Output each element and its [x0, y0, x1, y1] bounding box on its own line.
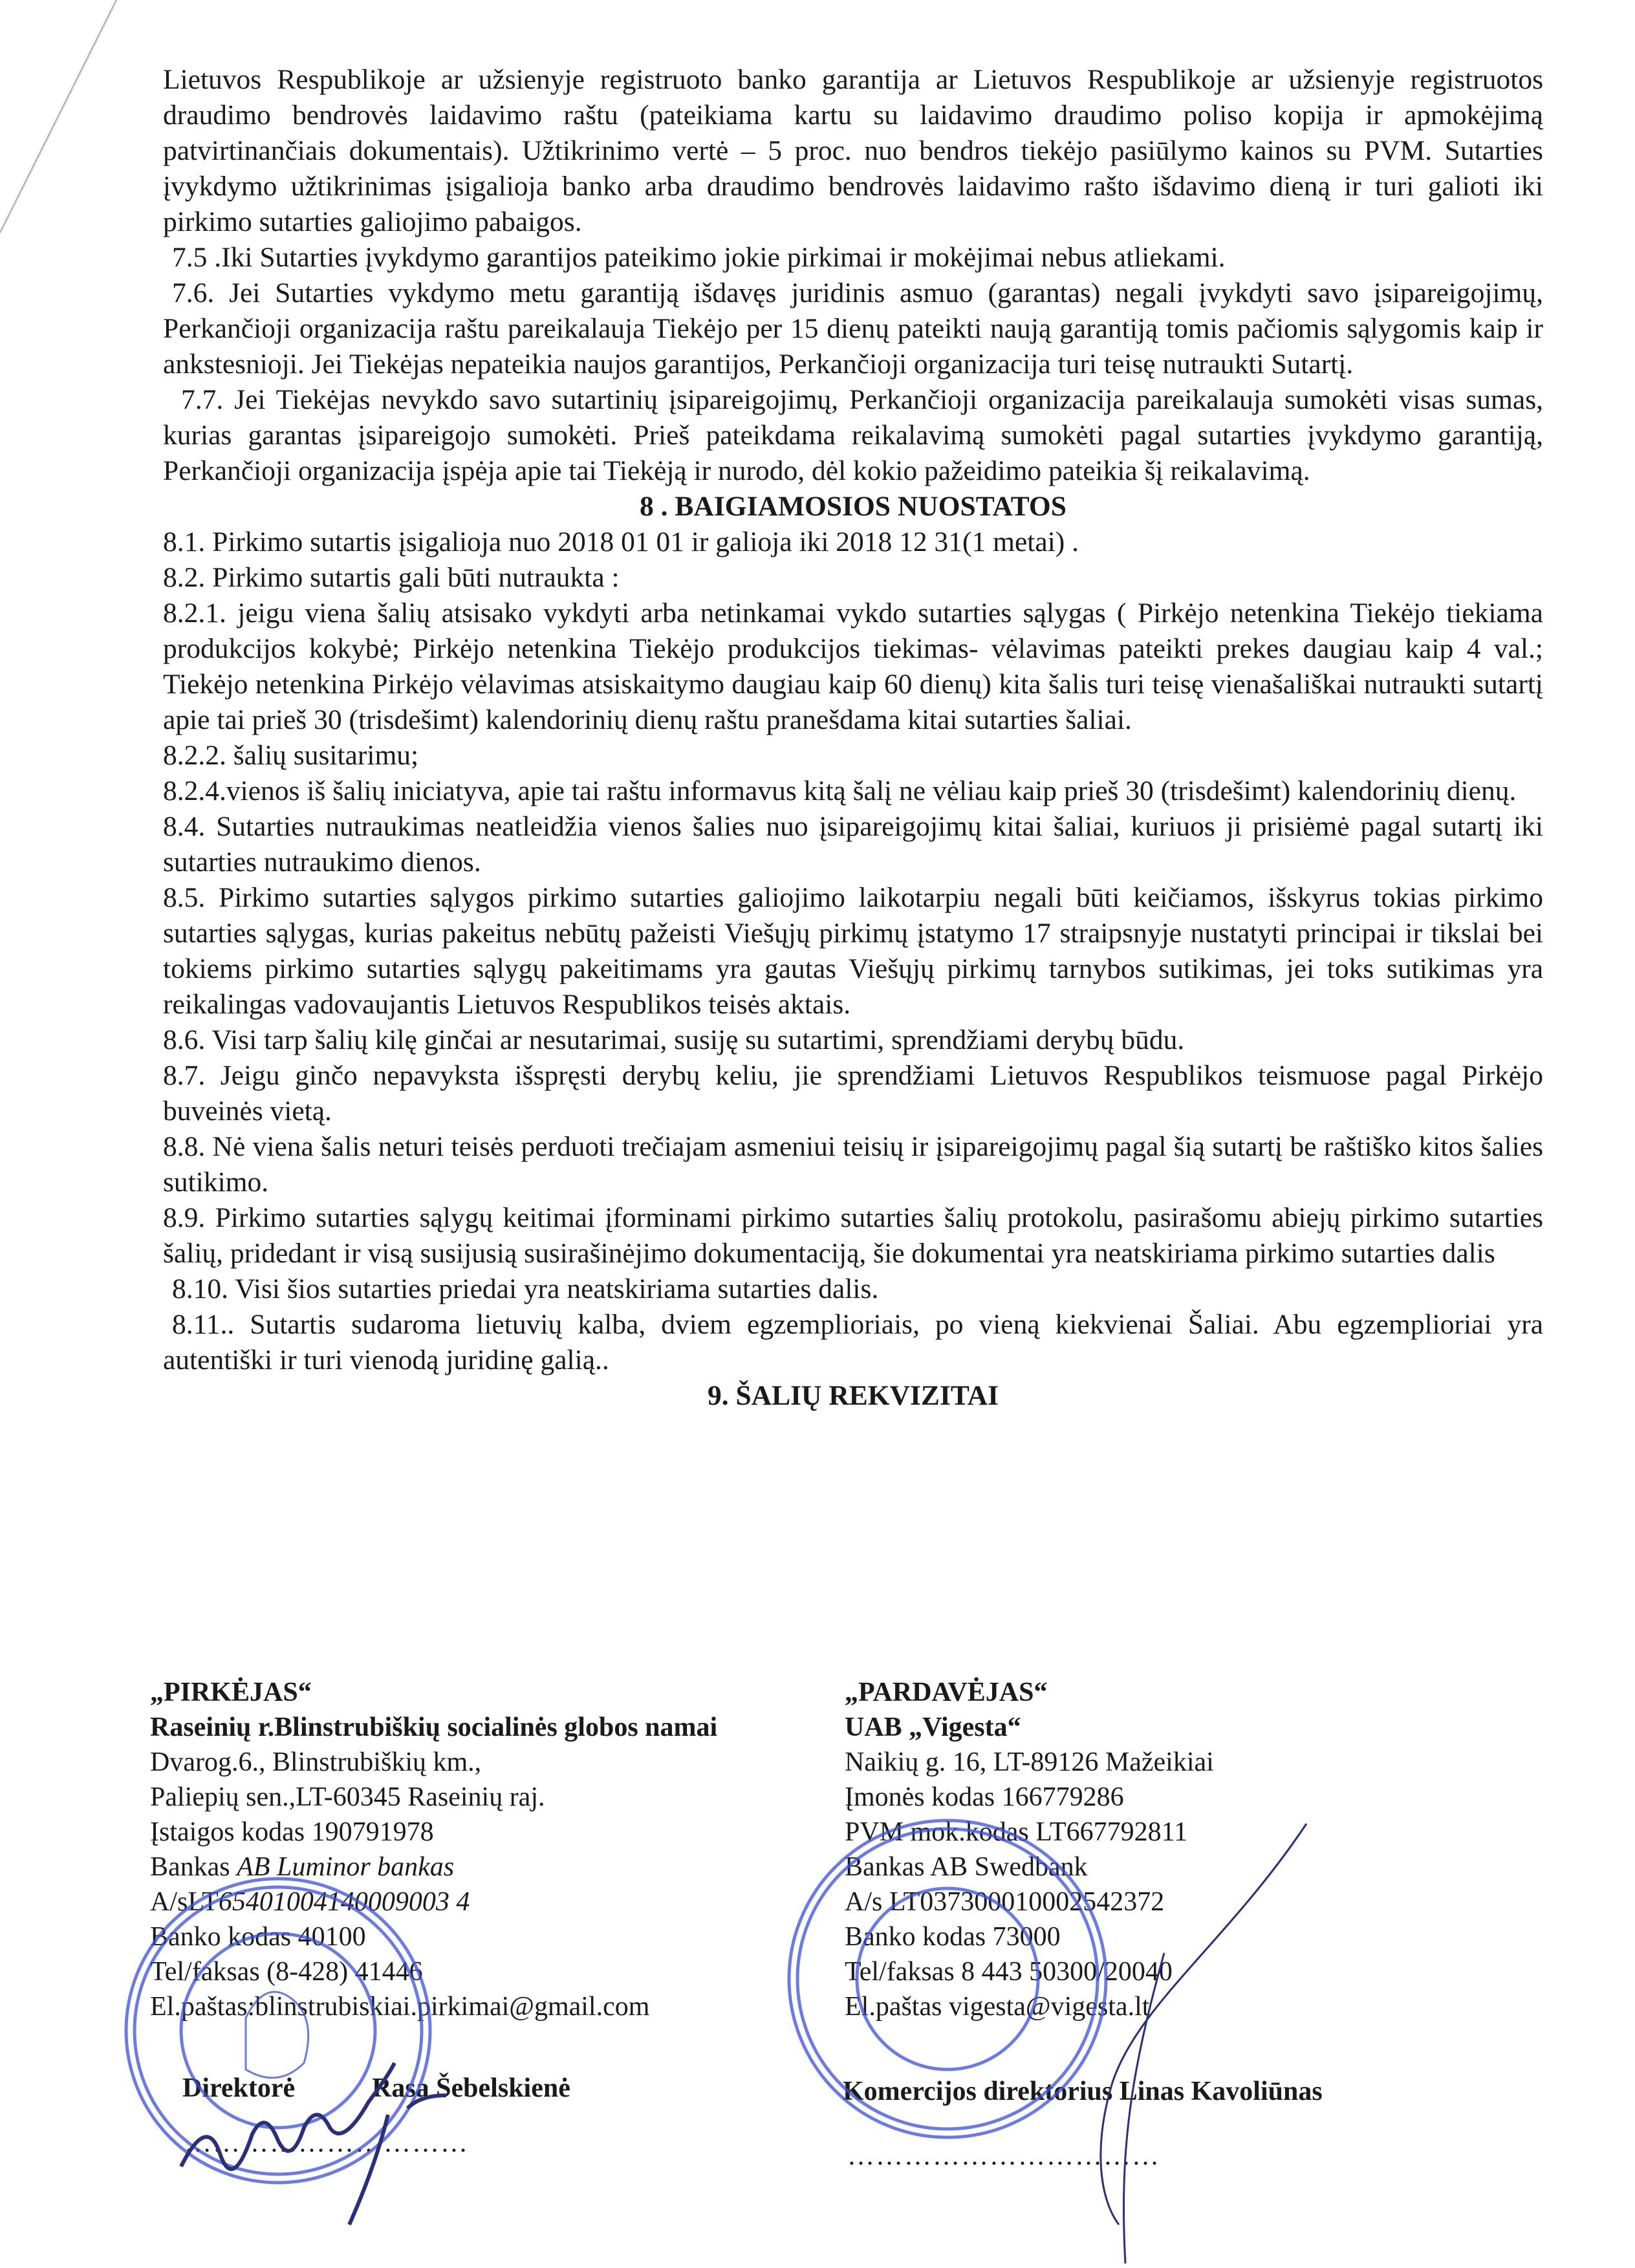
seller-account: A/s LT037300010002542372	[845, 1887, 1165, 1917]
buyer-signer-title: Direktorė	[182, 2073, 296, 2103]
seller-signature	[1035, 1811, 1326, 2263]
paragraph-8-2-1: 8.2.1. jeigu viena šalių atsisako vykdyti arba netinkamai vykdo sutarties sąlygas ( Pirkėjo netenkina Tiekėjo tiekiama produkcijos kokybė; Pirkėjo netenkina Tiekėjo produkcijos tiekimas- vėlavimas pateikti prekes daugiau kaip 4 val.; Tiekėjo netenkina Pirkėjo vėlavimas atsiskaitymo daugiau kaip 60 dienų) kita šalis turi teisę vienašališkai nutraukti sutartį apie tai prieš 30 (trisdešimt) kalendorinių dienų raštu pranešdama kitai sutarties šaliai.	[163, 598, 1543, 735]
paragraph-8-1: 8.1. Pirkimo sutartis įsigalioja nuo 2018 01 01 ir galioja iki 2018 12 31(1 metai) .	[163, 526, 1079, 557]
paragraph-8-2-2: 8.2.2. šalių susitarimu;	[163, 740, 419, 771]
paragraph-8-6: 8.6. Visi tarp šalių kilę ginčai ar nesutarimai, susiję su sutartimi, sprendžiami derybų būdu.	[163, 1024, 1185, 1055]
paragraph-8-8: 8.8. Nė viena šalis neturi teisės perduoti trečiajam asmeniui teisių ir įsipareigojimų pagal šią sutartį be raštiško kitos šalies sutikimo.	[163, 1131, 1543, 1198]
paragraph-8-11: 8.11.. Sutartis sudaroma lietuvių kalba, dviem egzemplioriais, po vieną kiekvienai Šaliai. Abu egzemplioriai yra autentiški ir turi vienodą juridinę galią..	[163, 1309, 1543, 1376]
paragraph-8-10: 8.10. Visi šios sutarties priedai yra neatskiriama sutarties dalis.	[172, 1273, 879, 1304]
buyer-address-1: Dvarog.6., Blinstrubiškių km.,	[150, 1747, 482, 1777]
seller-signature-line: ……………………………	[847, 2141, 1160, 2171]
section-8-title: 8 . BAIGIAMOSIOS NUOSTATOS	[640, 491, 1067, 522]
buyer-signature-line: …………………………	[184, 2128, 469, 2158]
section-9-title: 9. ŠALIŲ REKVIZITAI	[707, 1380, 999, 1411]
seller-phone: Tel/faksas 8 443 50300/20040	[845, 1957, 1173, 1987]
seller-role: „PARDAVĖJAS“	[845, 1678, 1048, 1707]
buyer-bank: Bankas AB Luminor bankas	[150, 1852, 455, 1882]
paragraph-8-4: 8.4. Sutarties nutraukimas neatleidžia vienos šalies nuo įsipareigojimų kitai šaliai, kuriuos ji prisiėmė pagal sutartį iki sutarties nutraukimo dienos.	[163, 811, 1543, 878]
buyer-phone: Tel/faksas (8-428) 41446	[150, 1957, 423, 1987]
seller-signer: Komercijos direktorius Linas Kavoliūnas	[843, 2077, 1323, 2106]
contract-body	[163, 62, 1543, 1414]
buyer-email: El.paštas:blinstrubiskiai.pirkimai@gmail.com	[150, 1992, 650, 2022]
buyer-code: Įstaigos kodas 190791978	[150, 1817, 434, 1847]
buyer-name: Raseinių r.Blinstrubiškių socialinės globos namai	[150, 1712, 718, 1742]
seller-email: El.paštas vigesta@vigesta.lt	[845, 1992, 1150, 2022]
buyer-address-2: Paliepių sen.,LT-60345 Raseinių raj.	[150, 1782, 545, 1812]
paragraph-guarantee: Lietuvos Respublikoje ar užsienyje registruoto banko garantija ar Lietuvos Respublikoje ar užsienyje registruotos draudimo bendrovės laidavimo raštu (pateikiama kartu su laidavimo draudimo poliso kopija ir apmokėjimą patvirtinančiais dokumentais). Užtikrinimo vertė – 5 proc. nuo bendros tiekėjo pasiūlymo kainos su PVM. Sutarties įvykdymo užtikrinimas įsigalioja banko arba draudimo bendrovės laidavimo rašto išdavimo dieną ir turi galioti iki pirkimo sutarties galiojimo pabaigos.	[163, 64, 1543, 237]
paragraph-7-7: 7.7. Jei Tiekėjas nevykdo savo sutartinių įsipareigojimų, Perkančioji organizacija pareikalauja sumokėti visas sumas, kurias garantas įsipareigojo sumokėti. Prieš pateikdama reikalavimą sumokėti pagal sutarties įvykdymo garantiją, Perkančioji organizacija įspėja apie tai Tiekėją ir nurodo, dėl kokio pažeidimo pateikia šį reikalavimą.	[163, 384, 1543, 486]
buyer-role: „PIRKĖJAS“	[150, 1678, 312, 1707]
seller-bank-code: Banko kodas 73000	[845, 1922, 1061, 1952]
buyer-signature	[129, 2037, 582, 2231]
buyer-signer-name: Rasa Šebelskienė	[372, 2073, 570, 2103]
paragraph-8-2-4: 8.2.4.vienos iš šalių iniciatyva, apie tai raštu informavus kitą šalį ne vėliau kaip prieš 30 (trisdešimt) kalendorinių dienų.	[163, 775, 1517, 806]
paragraph-8-9: 8.9. Pirkimo sutarties sąlygų keitimai įforminami pirkimo sutarties šalių protokolu, pasirašomu abiejų pirkimo sutarties šalių, pridedant ir visą susijusią susirašinėjimo dokumentaciją, šie dokumentai yra neatskiriama pirkimo sutarties dalis	[163, 1202, 1543, 1269]
paragraph-7-5: 7.5 .Iki Sutarties įvykdymo garantijos pateikimo jokie pirkimai ir mokėjimai nebus atliekami.	[172, 242, 1226, 273]
seller-address: Naikių g. 16, LT-89126 Mažeikiai	[845, 1747, 1214, 1777]
seller-bank: Bankas AB Swedbank	[845, 1852, 1088, 1882]
buyer-account: A/sLT65401004140009003 4	[150, 1887, 470, 1917]
paragraph-8-5: 8.5. Pirkimo sutarties sąlygos pirkimo sutarties galiojimo laikotarpiu negali būti keičiamos, išskyrus tokias pirkimo sutarties sąlygas, kurias pakeitus nebūtų pažeisti Viešųjų pirkimų įstatymo 17 straipsnyje nustatyti principai ir tikslai bei tokiems pirkimo sutarties sąlygų pakeitimams yra gautas Viešųjų pirkimų tarnybos sutikimas, jei toks sutikimas yra reikalingas vadovaujantis Lietuvos Respublikos teisės aktais.	[163, 882, 1543, 1020]
seller-code: Įmonės kodas 166779286	[845, 1782, 1124, 1812]
buyer-bank-code: Banko kodas 40100	[150, 1922, 366, 1952]
paragraph-7-6: 7.6. Jei Sutarties vykdymo metu garantiją išdavęs juridinis asmuo (garantas) negali įvykdyti savo įsipareigojimų, Perkančioji organizacija raštu pareikalauja Tiekėjo per 15 dienų pateikti naują garantiją tomis pačiomis sąlygomis kaip ir ankstesnioji. Jei Tiekėjas nepateikia naujos garantijos, Perkančioji organizacija turi teisę nutraukti Sutartį.	[163, 277, 1543, 380]
seller-vat: PVM mok.kodas LT667792811	[845, 1817, 1188, 1847]
paragraph-8-7: 8.7. Jeigu ginčo nepavyksta išspręsti derybų keliu, jie sprendžiami Lietuvos Respublikos teismuose pagal Pirkėjo buveinės vietą.	[163, 1060, 1543, 1127]
paragraph-8-2: 8.2. Pirkimo sutartis gali būti nutraukta :	[163, 562, 620, 593]
seller-name: UAB „Vigesta“	[845, 1712, 1021, 1742]
